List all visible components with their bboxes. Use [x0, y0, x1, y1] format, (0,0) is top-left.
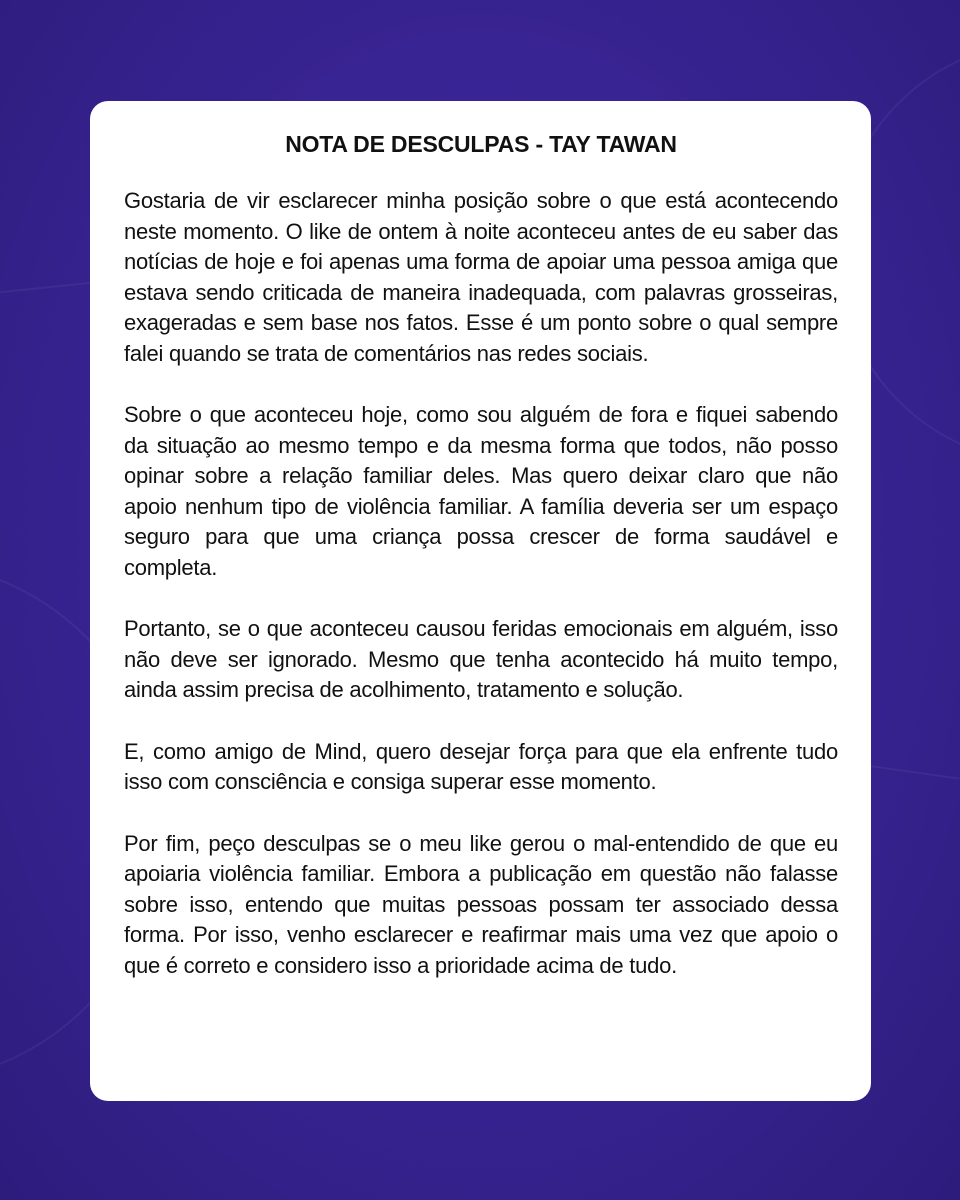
note-paragraph-2: Sobre o que aconteceu hoje, como sou alguém de fora e fiquei sabendo da situação ao mesmo tempo e da mesma forma que todos, não posso opinar sobre a relação familiar deles. Mas quero deixar claro que não apoio nenhum tipo de violência familiar. A família deveria ser um espaço seguro para que uma criança possa crescer de forma saudável e completa. — [124, 402, 838, 580]
apology-note-card — [90, 101, 871, 1101]
note-paragraph-3: Portanto, se o que aconteceu causou feridas emocionais em alguém, isso não deve ser ignorado. Mesmo que tenha acontecido há muito tempo, ainda assim precisa de acolhimento, tratamento e solução. — [124, 616, 838, 702]
note-paragraph-5: Por fim, peço desculpas se o meu like gerou o mal-entendido de que eu apoiaria violência familiar. Embora a publicação em questão não falasse sobre isso, entendo que muitas pessoas possam ter associado dessa forma. Por isso, venho esclarecer e reafirmar mais uma vez que apoio o que é correto e considero isso a prioridade acima de tudo. — [124, 830, 838, 978]
note-paragraph-4: E, como amigo de Mind, quero desejar força para que ela enfrente tudo isso com consciência e consiga superar esse momento. — [124, 738, 838, 794]
note-paragraph-1: Gostaria de vir esclarecer minha posição sobre o que está acontecendo neste momento. O like de ontem à noite aconteceu antes de eu saber das notícias de hoje e foi apenas uma forma de apoiar uma pessoa amiga que estava sendo criticada de maneira inadequada, com palavras grosseiras, exageradas e sem base nos fatos. Esse é um ponto sobre o qual sempre falei quando se trata de comentários nas redes sociais. — [124, 188, 838, 366]
note-title: NOTA DE DESCULPAS - TAY TAWAN — [285, 131, 677, 157]
